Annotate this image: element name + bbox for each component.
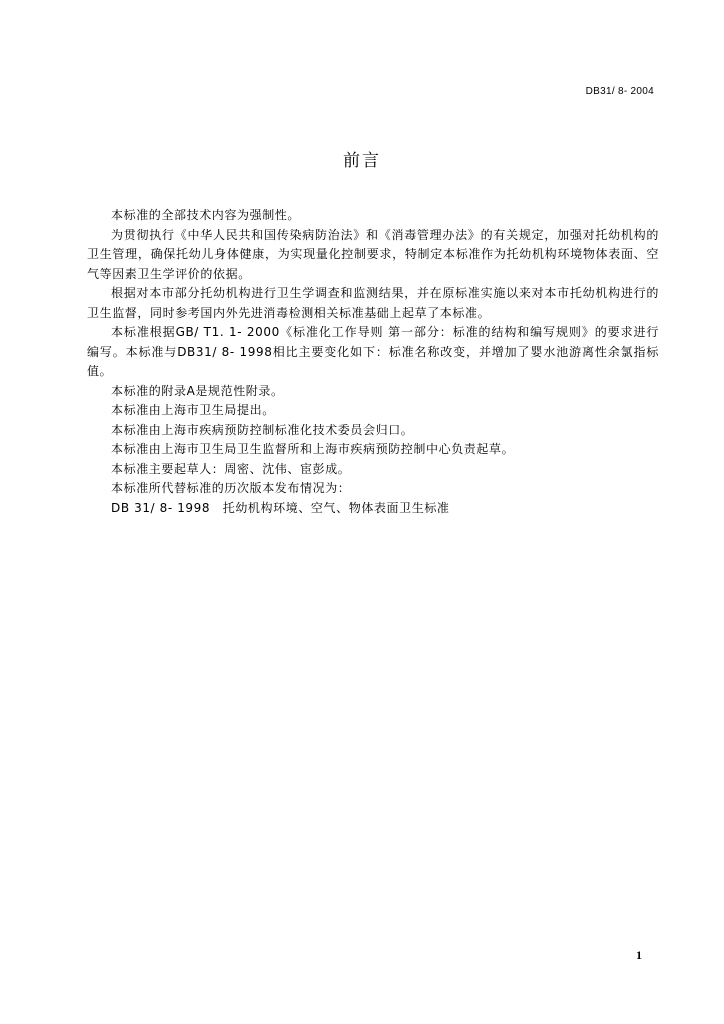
paragraph-drafters: 本标准主要起草人：周密、沈伟、宦彭成。 [111, 461, 351, 476]
paragraph-drafting-rules: 本标准根据GB/ T1. 1- 2000《标准化工作导则 第一部分：标准的结构和编写规则》的要求进行编写。本标准与DB31/ 8- 1998相比主要变化如下：标准名称改变，并增加了婴水池游离性余氯指标值。 [87, 325, 659, 378]
page-title: 前言 [343, 151, 381, 171]
paragraph-centralized: 本标准由上海市疾病预防控制标准化技术委员会归口。 [111, 422, 414, 437]
paragraph-annex: 本标准的附录A是规范性附录。 [111, 383, 284, 398]
standard-code: DB31/ 8- 2004 [585, 86, 654, 97]
paragraph-drafting-units: 本标准由上海市卫生局卫生监督所和上海市疾病预防控制中心负责起草。 [111, 442, 515, 456]
foreword-body [87, 206, 659, 518]
paragraph-proposer: 本标准由上海市卫生局提出。 [111, 403, 275, 417]
page-number: 1 [636, 948, 642, 962]
paragraph-previous-standard: DB 31/ 8- 1998 托幼机构环境、空气、物体表面卫生标准 [111, 500, 450, 515]
paragraph-mandatory: 本标准的全部技术内容为强制性。 [111, 208, 301, 222]
paragraph-purpose: 为贯彻执行《中华人民共和国传染病防治法》和《消毒管理办法》的有关规定，加强对托幼机构的卫生管理，确保托幼儿身体健康，为实现量化控制要求，特制定本标准作为托幼机构环境物体表面、空气等因素卫生学评价的依据。 [87, 227, 659, 281]
paragraph-replaced-versions: 本标准所代替标准的历次版本发布情况为： [111, 481, 351, 495]
paragraph-basis: 根据对本市部分托幼机构进行卫生学调查和监测结果，并在原标准实施以来对本市托幼机构进行的卫生监督，同时参考国内外先进消毒检测相关标准基础上起草了本标准。 [87, 286, 659, 320]
